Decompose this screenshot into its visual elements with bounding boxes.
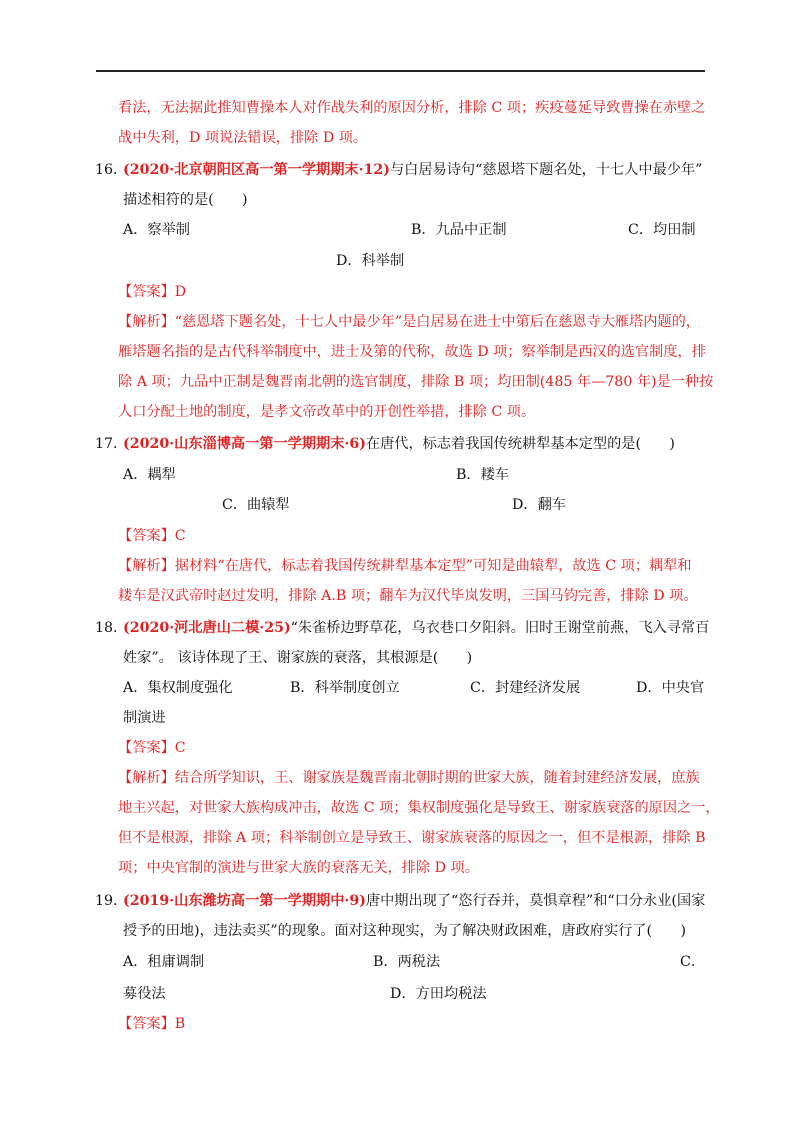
question-source: (2019·山东潍坊高一第一学期期中·9) [123, 893, 366, 909]
carryover-analysis-line: 看法，无法据此推知曹操本人对作战失利的原因分析，排除 C 项；疾疫蔓延导致曹操在赤壁之 [118, 100, 706, 116]
analysis-line: 除 A 项；九品中正制是魏晋南北朝的选官制度，排除 B 项；均田制(485 年—780 年)是一种按 [118, 374, 714, 390]
question-stem-text: 唐中期出现了“恣行吞并，莫惧章程”和“口分永业(国家 [365, 893, 706, 909]
question-stem-text: 与白居易诗句“慈恩塔下题名处，十七人中最少年” [389, 162, 703, 178]
question-stem-text: 描述相符的是( ) [123, 192, 248, 208]
carryover-analysis-line: 战中失利，D 项说法错误，排除 D 项。 [118, 130, 368, 146]
question-stem-text: “朱雀桥边野草花，乌衣巷口夕阳斜。旧时王谢堂前燕，飞入寻常百 [290, 620, 710, 636]
analysis-label: 【解析】 [118, 314, 175, 330]
question-stem-text: 授予的田地)，违法卖买”的现象。面对这种现实，为了解决财政困难，唐政府实行了( ) [123, 923, 686, 939]
option-c: C．封建经济发展 [470, 680, 581, 696]
option-d: D．中央官 [636, 680, 705, 696]
analysis-line: 人口分配土地的制度，是孝文帝改革中的开创性举措，排除 C 项。 [118, 404, 536, 420]
question-17-stem [123, 434, 675, 454]
header-rule [96, 70, 705, 72]
option-c: C．均田制 [628, 222, 696, 238]
question-source: (2020·河北唐山二模·25) [123, 620, 291, 636]
option-a: A．租庸调制 [123, 954, 205, 970]
answer-label: 【答案】 [118, 284, 175, 300]
question-number: 19． [95, 893, 128, 909]
answer-line [118, 282, 186, 302]
option-d: D．方田均税法 [390, 986, 487, 1002]
analysis-line: 雁塔题名指的是古代科举制度中，进士及第的代称，故选 D 项；察举制是西汉的选官制度，排 [118, 344, 706, 360]
analysis-text: 结合所学知识，王、谢家族是魏晋南北朝时期的世家大族，随着封建经济发展，庶族 [174, 770, 700, 786]
question-source: (2020·北京朝阳区高一第一学期期末·12) [123, 162, 390, 178]
answer-value: D [174, 284, 187, 300]
analysis-text: 据材料“在唐代，标志着我国传统耕犁基本定型”可知是曲辕犁，故选 C 项；耦犁和 [174, 558, 692, 574]
analysis-line: 地主兴起，对世家大族构成冲击，故选 C 项；集权制度强化是导致王、谢家族衰落的原因之一， [118, 800, 720, 816]
analysis-label: 【解析】 [118, 770, 175, 786]
option-d-continued: 制演进 [123, 710, 166, 726]
question-stem-text: 在唐代，标志着我国传统耕犁基本定型的是( ) [365, 436, 675, 452]
answer-line [118, 1014, 185, 1034]
option-b: B．科举制度创立 [290, 680, 400, 696]
question-18-stem [123, 618, 709, 638]
option-b: B．耧车 [456, 467, 509, 483]
answer-value: C [174, 528, 186, 544]
option-c: C．曲辕犁 [222, 497, 290, 513]
analysis-line [118, 768, 700, 788]
analysis-line: 项；中央官制的演进与世家大族的衰落无关，排除 D 项。 [118, 860, 479, 876]
option-a: A．察举制 [123, 222, 190, 238]
analysis-label: 【解析】 [118, 558, 175, 574]
question-source: (2020·山东淄博高一第一学期期末·6) [123, 436, 366, 452]
answer-label: 【答案】 [118, 1016, 175, 1032]
question-stem-text: 姓家”。 该诗体现了王、谢家族的衰落，其根源是( ) [123, 650, 473, 666]
question-16-stem [123, 160, 702, 180]
question-number: 17． [95, 436, 128, 452]
option-c: C． [680, 954, 706, 970]
option-a: A．集权制度强化 [123, 680, 233, 696]
analysis-line [118, 556, 692, 576]
analysis-line [118, 312, 700, 332]
analysis-text: “慈恩塔下题名处，十七人中最少年”是白居易在进士中第后在慈恩寺大雁塔内题的， [174, 314, 701, 330]
option-d: D．翻车 [512, 497, 566, 513]
option-b: B．两税法 [373, 954, 441, 970]
answer-line [118, 738, 186, 758]
answer-label: 【答案】 [118, 528, 175, 544]
analysis-line: 但不是根源，排除 A 项；科举制创立是导致王、谢家族衰落的原因之一，但不是根源，排除 B [118, 830, 706, 846]
option-b: B．九品中正制 [411, 222, 507, 238]
answer-line [118, 526, 186, 546]
analysis-line: 耧车是汉武帝时赵过发明，排除 A.B 项；翻车为汉代毕岚发明，三国马钧完善，排除 D 项。 [118, 588, 698, 604]
question-number: 16． [95, 162, 128, 178]
answer-value: B [174, 1016, 186, 1032]
option-a: A．耦犁 [123, 467, 176, 483]
question-19-stem [123, 891, 705, 911]
option-c-continued: 募役法 [123, 986, 166, 1002]
answer-value: C [174, 740, 186, 756]
answer-label: 【答案】 [118, 740, 175, 756]
option-d: D．科举制 [336, 253, 405, 269]
question-number: 18． [95, 620, 128, 636]
